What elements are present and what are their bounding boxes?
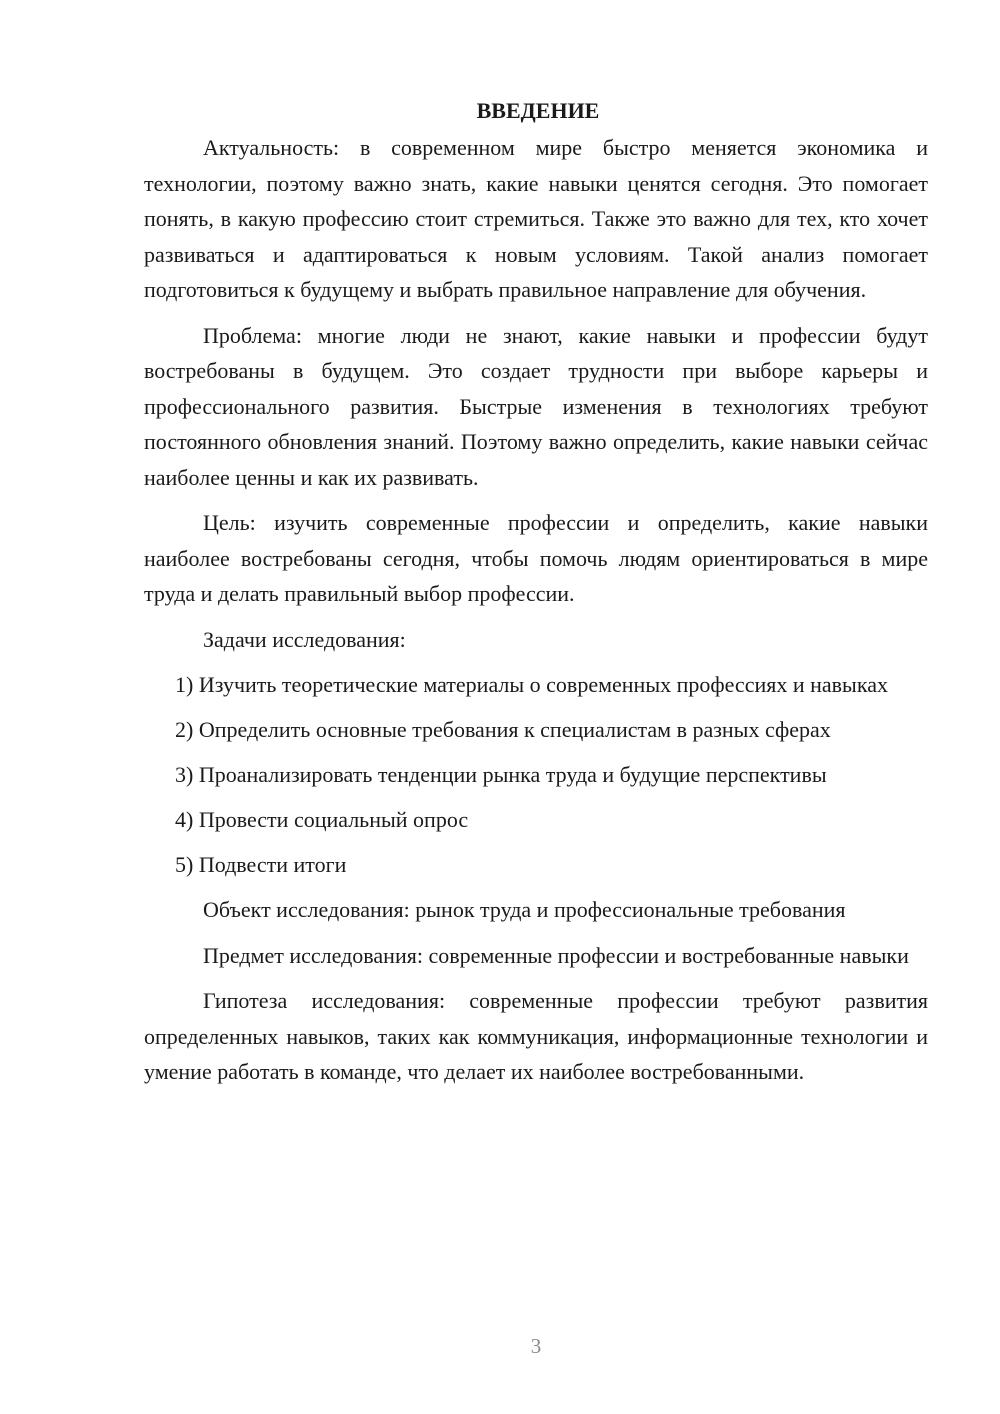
- subject-paragraph: Предмет исследования: современные профессии и востребованные навыки: [203, 942, 909, 968]
- task-item-2: 2) Определить основные требования к специалистам в разных сферах: [175, 717, 831, 742]
- task-item-3: 3) Проанализировать тенденции рынка труда и будущие перспективы: [175, 762, 827, 787]
- tasks-heading: Задачи исследования:: [203, 626, 406, 652]
- object-paragraph: Объект исследования: рынок труда и профессиональные требования: [203, 897, 846, 922]
- page-content: [144, 96, 928, 1100]
- task-item-5: 5) Подвести итоги: [175, 852, 347, 877]
- relevance-paragraph: Актуальность: в современном мире быстро меняется экономика и технологии, поэтому важно знать, какие навыки ценятся сегодня. Это помогает понять, в какую профессию стоит стремиться. Также это важно для тех, кто хочет развиваться и адаптироваться к новым условиям. Такой анализ помогает подготовиться к будущему и выбрать правильное направление для обучения.: [144, 135, 928, 302]
- problem-paragraph: Проблема: многие люди не знают, какие навыки и профессии будут востребованы в будущем. Это создает трудности при выборе карьеры и профессионального развития. Быстрые изменения в технологиях требуют постоянного обновления знаний. Поэтому важно определить, какие навыки сейчас наиболее ценны и как их развивать.: [144, 322, 928, 490]
- task-item-4: 4) Провести социальный опрос: [175, 807, 469, 832]
- tasks-list: [144, 667, 928, 883]
- page-title: ВВЕДЕНИЕ: [476, 98, 600, 123]
- hypothesis-paragraph: Гипотеза исследования: современные профессии требуют развития определенных навыков, таких как коммуникация, информационные технологии и умение работать в команде, что делает их наиболее востребованными.: [144, 988, 928, 1084]
- goal-paragraph: Цель: изучить современные профессии и определить, какие навыки наиболее востребованы сегодня, чтобы помочь людям ориентироваться в мире труда и делать правильный выбор профессии.: [144, 510, 928, 606]
- task-item-1: 1) Изучить теоретические материалы о современных профессиях и навыках: [175, 672, 888, 697]
- page-number: 3: [530, 1334, 542, 1358]
